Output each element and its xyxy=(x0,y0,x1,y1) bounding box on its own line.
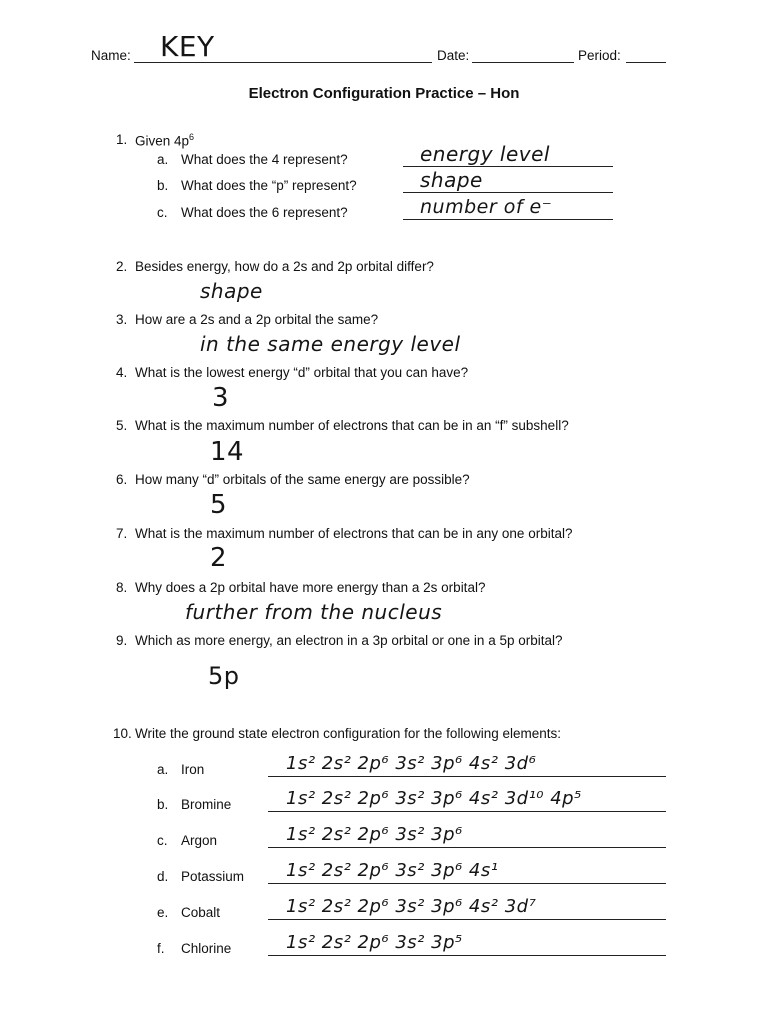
q3-answer: in the same energy level xyxy=(200,332,461,356)
q1a-answer: energy level xyxy=(420,142,550,166)
q3-text: How are a 2s and a 2p orbital the same? xyxy=(135,312,379,327)
q10a-letter: a. xyxy=(157,762,169,777)
q1c-answer-line xyxy=(403,219,613,220)
q1b-answer-line xyxy=(403,192,613,193)
q10-number: 10. xyxy=(113,726,132,741)
q1-prompt: Given $4p^6$ xyxy=(135,132,195,149)
q1c-text: What does the 6 represent? xyxy=(181,205,348,220)
q10f-letter: f. xyxy=(157,941,165,956)
q8-answer: further from the nucleus xyxy=(185,600,443,624)
page-title: Electron Configuration Practice – Hon xyxy=(248,85,520,102)
period-label: Period: xyxy=(578,48,621,63)
q10b-element: Bromine xyxy=(181,797,232,812)
q10f-answer-line xyxy=(268,955,666,956)
q6-number: 6. xyxy=(116,472,128,487)
q2-answer: shape xyxy=(200,279,263,303)
q10d-answer-line xyxy=(268,883,666,884)
q2-text: Besides energy, how do a 2s and 2p orbital differ? xyxy=(135,259,434,274)
q10c-element: Argon xyxy=(181,833,218,848)
q9-text: Which as more energy, an electron in a 3p orbital or one in a 5p orbital? xyxy=(135,633,563,648)
q4-answer: 3 xyxy=(212,383,230,413)
q10a-element: Iron xyxy=(181,762,205,777)
q1-number: 1. xyxy=(116,132,128,147)
q10a-config: 1s² 2s² 2p⁶ 3s² 3p⁶ 4s² 3d⁶ xyxy=(286,753,537,774)
q10e-element: Cobalt xyxy=(181,905,221,920)
q1c-letter: c. xyxy=(157,205,168,220)
q3-number: 3. xyxy=(116,312,128,327)
q1a-letter: a. xyxy=(157,152,169,167)
q1b-answer: shape xyxy=(420,168,483,192)
q10d-letter: d. xyxy=(157,869,169,884)
q10f-element: Chlorine xyxy=(181,941,232,956)
q8-number: 8. xyxy=(116,580,128,595)
name-label: Name: xyxy=(91,48,131,63)
q7-number: 7. xyxy=(116,526,128,541)
q4-number: 4. xyxy=(116,365,128,380)
date-line xyxy=(472,62,574,63)
q2-number: 2. xyxy=(116,259,128,274)
q8-text: Why does a 2p orbital have more energy than a 2s orbital? xyxy=(135,580,486,595)
q5-number: 5. xyxy=(116,418,128,433)
q9-answer: 5p xyxy=(208,662,240,690)
q1c-answer: number of e⁻ xyxy=(420,196,553,218)
date-label: Date: xyxy=(437,48,470,63)
q10c-letter: c. xyxy=(157,833,168,848)
q10b-letter: b. xyxy=(157,797,169,812)
q5-answer: 14 xyxy=(210,437,245,467)
q10b-config: 1s² 2s² 2p⁶ 3s² 3p⁶ 4s² 3d¹⁰ 4p⁵ xyxy=(286,788,582,809)
q5-text: What is the maximum number of electrons that can be in an “f” subshell? xyxy=(135,418,569,433)
q6-answer: 5 xyxy=(210,490,228,520)
q7-text: What is the maximum number of electrons that can be in any one orbital? xyxy=(135,526,573,541)
q4-text: What is the lowest energy “d” orbital that you can have? xyxy=(135,365,469,380)
q1a-answer-line xyxy=(403,166,613,167)
q1a-text: What does the 4 represent? xyxy=(181,152,348,167)
q7-answer: 2 xyxy=(210,543,228,573)
q9-number: 9. xyxy=(116,633,128,648)
q10e-letter: e. xyxy=(157,905,169,920)
q10-prompt: Write the ground state electron configuration for the following elements: xyxy=(135,726,561,741)
q10f-config: 1s² 2s² 2p⁶ 3s² 3p⁵ xyxy=(286,932,463,953)
q1b-text: What does the “p” represent? xyxy=(181,178,357,193)
q10d-config: 1s² 2s² 2p⁶ 3s² 3p⁶ 4s¹ xyxy=(286,860,499,881)
q10d-element: Potassium xyxy=(181,869,245,884)
q10e-answer-line xyxy=(268,919,666,920)
q6-text: How many “d” orbitals of the same energy are possible? xyxy=(135,472,470,487)
q10c-config: 1s² 2s² 2p⁶ 3s² 3p⁶ xyxy=(286,824,463,845)
q10b-answer-line xyxy=(268,811,666,812)
q10a-answer-line xyxy=(268,776,666,777)
name-value: KEY xyxy=(160,30,215,63)
q10c-answer-line xyxy=(268,847,666,848)
q10e-config: 1s² 2s² 2p⁶ 3s² 3p⁶ 4s² 3d⁷ xyxy=(286,896,537,917)
period-line xyxy=(626,62,666,63)
q1b-letter: b. xyxy=(157,178,169,193)
